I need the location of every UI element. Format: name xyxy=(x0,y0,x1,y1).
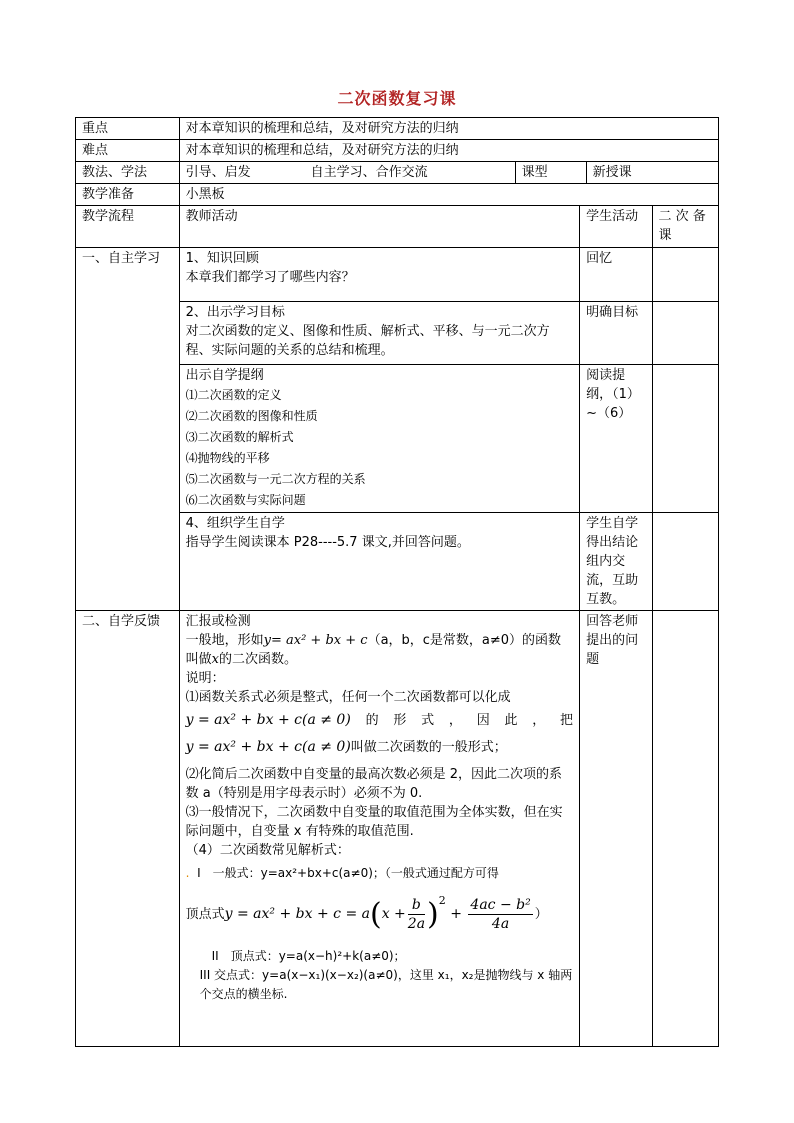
recall-heading: 1、知识回顾 xyxy=(185,251,259,266)
outline-item: ⑵二次函数的图像和性质 xyxy=(185,409,318,423)
recall-text: 本章我们都学习了哪些内容？ xyxy=(185,270,355,285)
stage1-note-4 xyxy=(652,513,718,611)
point-3: ⑶一般情况下，二次函数中自变量的取值范围为全体实数，但在实际问题中，自变量 x 有特殊的取值范围. xyxy=(185,805,563,839)
page-title: 二次函数复习课 xyxy=(337,89,457,108)
selfstudy-text: 指导学生阅读课本 P28----5.7 课文,并回答问题。 xyxy=(185,535,470,550)
lesson-type-label: 课型 xyxy=(515,162,586,183)
general-form-formula: y = ax² + bx + c(a ≠ 0) xyxy=(185,712,351,728)
tail-char: 式 xyxy=(421,713,435,728)
tail-char: 把 xyxy=(560,713,574,728)
key-point-label: 重点 xyxy=(76,118,180,140)
prep-label: 教学准备 xyxy=(76,184,180,206)
lesson-plan-table xyxy=(75,117,719,1047)
point-1-formula-line xyxy=(186,711,573,730)
close-paren: ） xyxy=(534,906,548,922)
outline-heading: 出示自学提纲 xyxy=(185,368,264,383)
goal-heading: 2、出示学习目标 xyxy=(185,305,285,320)
point-1-formula-line-2 xyxy=(186,738,573,757)
form-3: III 交点式：y=a(x−x₁)(x−x₂)(a≠0)，这里 x₁，x₂是抛物线与 x 轴两个交点的横坐标. xyxy=(199,968,573,1001)
outline-item: ⑴二次函数的定义 xyxy=(185,388,282,402)
right-paren: ) xyxy=(427,896,439,932)
key-point-value: 对本章知识的梳理和总结，及对研究方法的归纳 xyxy=(179,118,718,140)
vertex-inner: x + xyxy=(381,905,406,922)
difficulty-value: 对本章知识的梳理和总结，及对研究方法的归纳 xyxy=(179,140,718,162)
vertex-form-line xyxy=(186,889,573,939)
stage1-student-1: 回忆 xyxy=(580,248,652,302)
header-flow: 教学流程 xyxy=(76,206,180,248)
stage1-block4 xyxy=(179,513,579,611)
point-4: （4）二次函数常见解析式： xyxy=(185,843,350,858)
note-title: 说明： xyxy=(185,671,225,686)
frac1-den: 2a xyxy=(407,915,426,932)
stage2-student: 回答老师提出的问题 xyxy=(580,611,652,1047)
header-student: 学生活动 xyxy=(580,206,652,248)
tail-char: 此 xyxy=(504,713,518,728)
def-post: 的二次函数。 xyxy=(218,652,297,667)
left-paren: ( xyxy=(369,896,382,932)
fraction-b-2a xyxy=(408,896,425,933)
frac2-den: 4a xyxy=(491,915,510,932)
header-teacher: 教师活动 xyxy=(179,206,579,248)
method-label: 教法、学法 xyxy=(76,162,180,184)
difficulty-label: 难点 xyxy=(76,140,180,162)
point-2: ⑵化简后二次函数中自变量的最高次数必须是 2，因此二次项的系数 a（特别是用字母表示时）必须不为 0. xyxy=(185,767,563,801)
def-pre: 一般地，形如 xyxy=(185,633,264,648)
tail-char: 的 xyxy=(365,713,379,728)
square-exp: 2 xyxy=(438,893,446,907)
vertex-lhs: y = ax² + bx + c = a xyxy=(224,905,370,922)
method-value-b: 自主学习、合作交流 xyxy=(310,165,428,180)
outline-item: ⑷抛物线的平移 xyxy=(185,451,270,465)
frac1-num: b xyxy=(408,896,425,915)
fraction-4ac xyxy=(468,896,532,933)
report-heading: 汇报或检测 xyxy=(185,614,251,629)
def-x: x xyxy=(211,652,219,667)
stage1-note-2 xyxy=(652,302,718,365)
stage1-student-2: 明确目标 xyxy=(580,302,652,365)
bullet-dot: . xyxy=(185,866,190,880)
frac2-num: 4ac − b² xyxy=(470,896,531,913)
def-formula: y= ax² + bx + c xyxy=(263,633,368,648)
def-mid: （a，b，c是常数，a≠0）的函数叫做 xyxy=(185,633,562,667)
method-cell xyxy=(179,162,718,184)
stage2-label: 二、自学反馈 xyxy=(76,611,180,1047)
stage1-block3 xyxy=(179,365,579,513)
stage1-student-3: 阅读提纲，（1）~（6） xyxy=(580,365,652,513)
stage1-note-1 xyxy=(652,248,718,302)
stage1-block2 xyxy=(179,302,579,365)
general-form-formula-2: y = ax² + bx + c(a ≠ 0) xyxy=(185,739,351,755)
selfstudy-heading: 4、组织学生自学 xyxy=(185,516,285,531)
form-1-line xyxy=(186,864,573,883)
tail-char: ， xyxy=(448,713,462,728)
stage1-label: 一、自主学习 xyxy=(76,248,180,611)
method-value-a: 引导、启发 xyxy=(185,165,251,180)
goal-text: 对二次函数的定义、图像和性质、解析式、平移、与一元二次方程、实际问题的关系的总结和梳理。 xyxy=(185,324,550,358)
outline-item: ⑸二次函数与一元二次方程的关系 xyxy=(185,472,366,486)
general-form-text: 叫做二次函数的一般形式； xyxy=(350,740,507,755)
stage2-content xyxy=(179,611,579,1047)
point-1: ⑴函数关系式必须是整式，任何一个二次函数都可以化成 xyxy=(185,690,511,705)
tail-char: ， xyxy=(532,713,546,728)
stage1-block1 xyxy=(179,248,579,302)
vertex-label: 顶点式 xyxy=(185,906,225,922)
definition-text xyxy=(186,631,573,669)
header-note: 二 次 备 课 xyxy=(652,206,718,248)
stage2-note xyxy=(652,611,718,1047)
form-2: II 顶点式：y=a(x−h)²+k(a≠0)； xyxy=(211,949,406,963)
outline-item: ⑹二次函数与实际问题 xyxy=(185,493,306,507)
prep-value: 小黑板 xyxy=(179,184,718,206)
tail-char: 形 xyxy=(393,713,407,728)
stage1-note-3 xyxy=(652,365,718,513)
lesson-type-value: 新授课 xyxy=(586,162,718,183)
outline-item: ⑶二次函数的解析式 xyxy=(185,430,294,444)
stage1-student-4: 学生自学得出结论组内交流，互助互教。 xyxy=(580,513,652,611)
form-1: I 一般式：y=ax²+bx+c(a≠0)；（一般式通过配方可得 xyxy=(197,866,499,880)
plus-sign: + xyxy=(445,905,467,922)
tail-char: 因 xyxy=(476,713,490,728)
